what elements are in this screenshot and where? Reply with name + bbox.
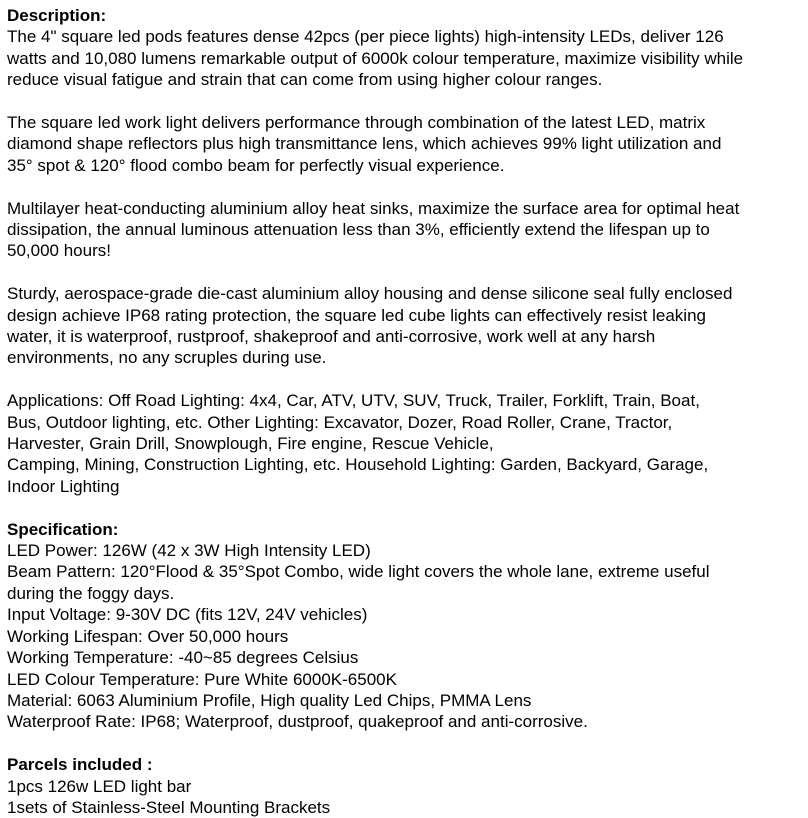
specification-heading: Specification: [7, 519, 119, 539]
description-paragraph-heatsink: Multilayer heat-conducting aluminium alloy heat sinks, maximize the surface area for optimal heat dissipation, the annual luminous attenuation less than 3%, efficiently extend the lifespan up to 50,000 hours! [7, 198, 740, 261]
specification-list: LED Power: 126W (42 x 3W High Intensity LED) Beam Pattern: 120°Flood & 35°Spot Combo, wide light covers the whole lane, extreme useful during the foggy days. Input Voltage: 9-30V DC (fits 12V, 24V vehicles) Working Lifespan: Over 50,000 hours Working Temperature: -40~85 degrees Celsius LED Colour Temperature: Pure White 6000K-6500K Material: 6063 Aluminium Profile, High quality Led Chips, PMMA Lens Waterproof Rate: IP68; Waterproof, dustproof, quakeproof and anti-corrosive. [7, 541, 710, 732]
description-paragraph-applications: Applications: Off Road Lighting: 4x4, Car, ATV, UTV, SUV, Truck, Trailer, Forklift, Train, Boat, Bus, Outdoor lighting, etc. Other Lighting: Excavator, Dozer, Road Roller, Crane, Tractor, Harvester, Grain Drill, Snowplough, Fire engine, Rescue Vehicle, Camping, Mining, Construction Lighting, etc. Household Lighting: Garden, Backyard, Garage, Indoor Lighting [7, 391, 709, 496]
parcels-included-heading: Parcels included : [7, 755, 153, 775]
description-heading: Description: [7, 6, 107, 25]
description-paragraph-beam: The square led work light delivers performance through combination of the latest LED, matrix diamond shape reflectors plus high transmittance lens, which achieves 99% light utilization and 35° spot & 120° flood combo beam for perfectly visual experience. [7, 113, 722, 175]
description-paragraph-overview: The 4" square led pods features dense 42pcs (per piece lights) high-intensity LEDs, deliver 126 watts and 10,080 lumens remarkable output of 6000k colour temperature, maximize visibility while reduce visual fatigue and strain that can come from using higher colour ranges. [7, 27, 744, 90]
description-paragraph-housing: Sturdy, aerospace-grade die-cast aluminium alloy housing and dense silicone seal fully enclosed design achieve IP68 rating protection, the square led cube lights can effectively resist leaking water, it is waterproof, rustproof, shakeproof and anti-corrosive, work well at any harsh environments, no any scruples during use. [7, 284, 733, 368]
parcels-included-list: 1pcs 126w LED light bar 1sets of Stainless-Steel Mounting Brackets [7, 776, 331, 817]
